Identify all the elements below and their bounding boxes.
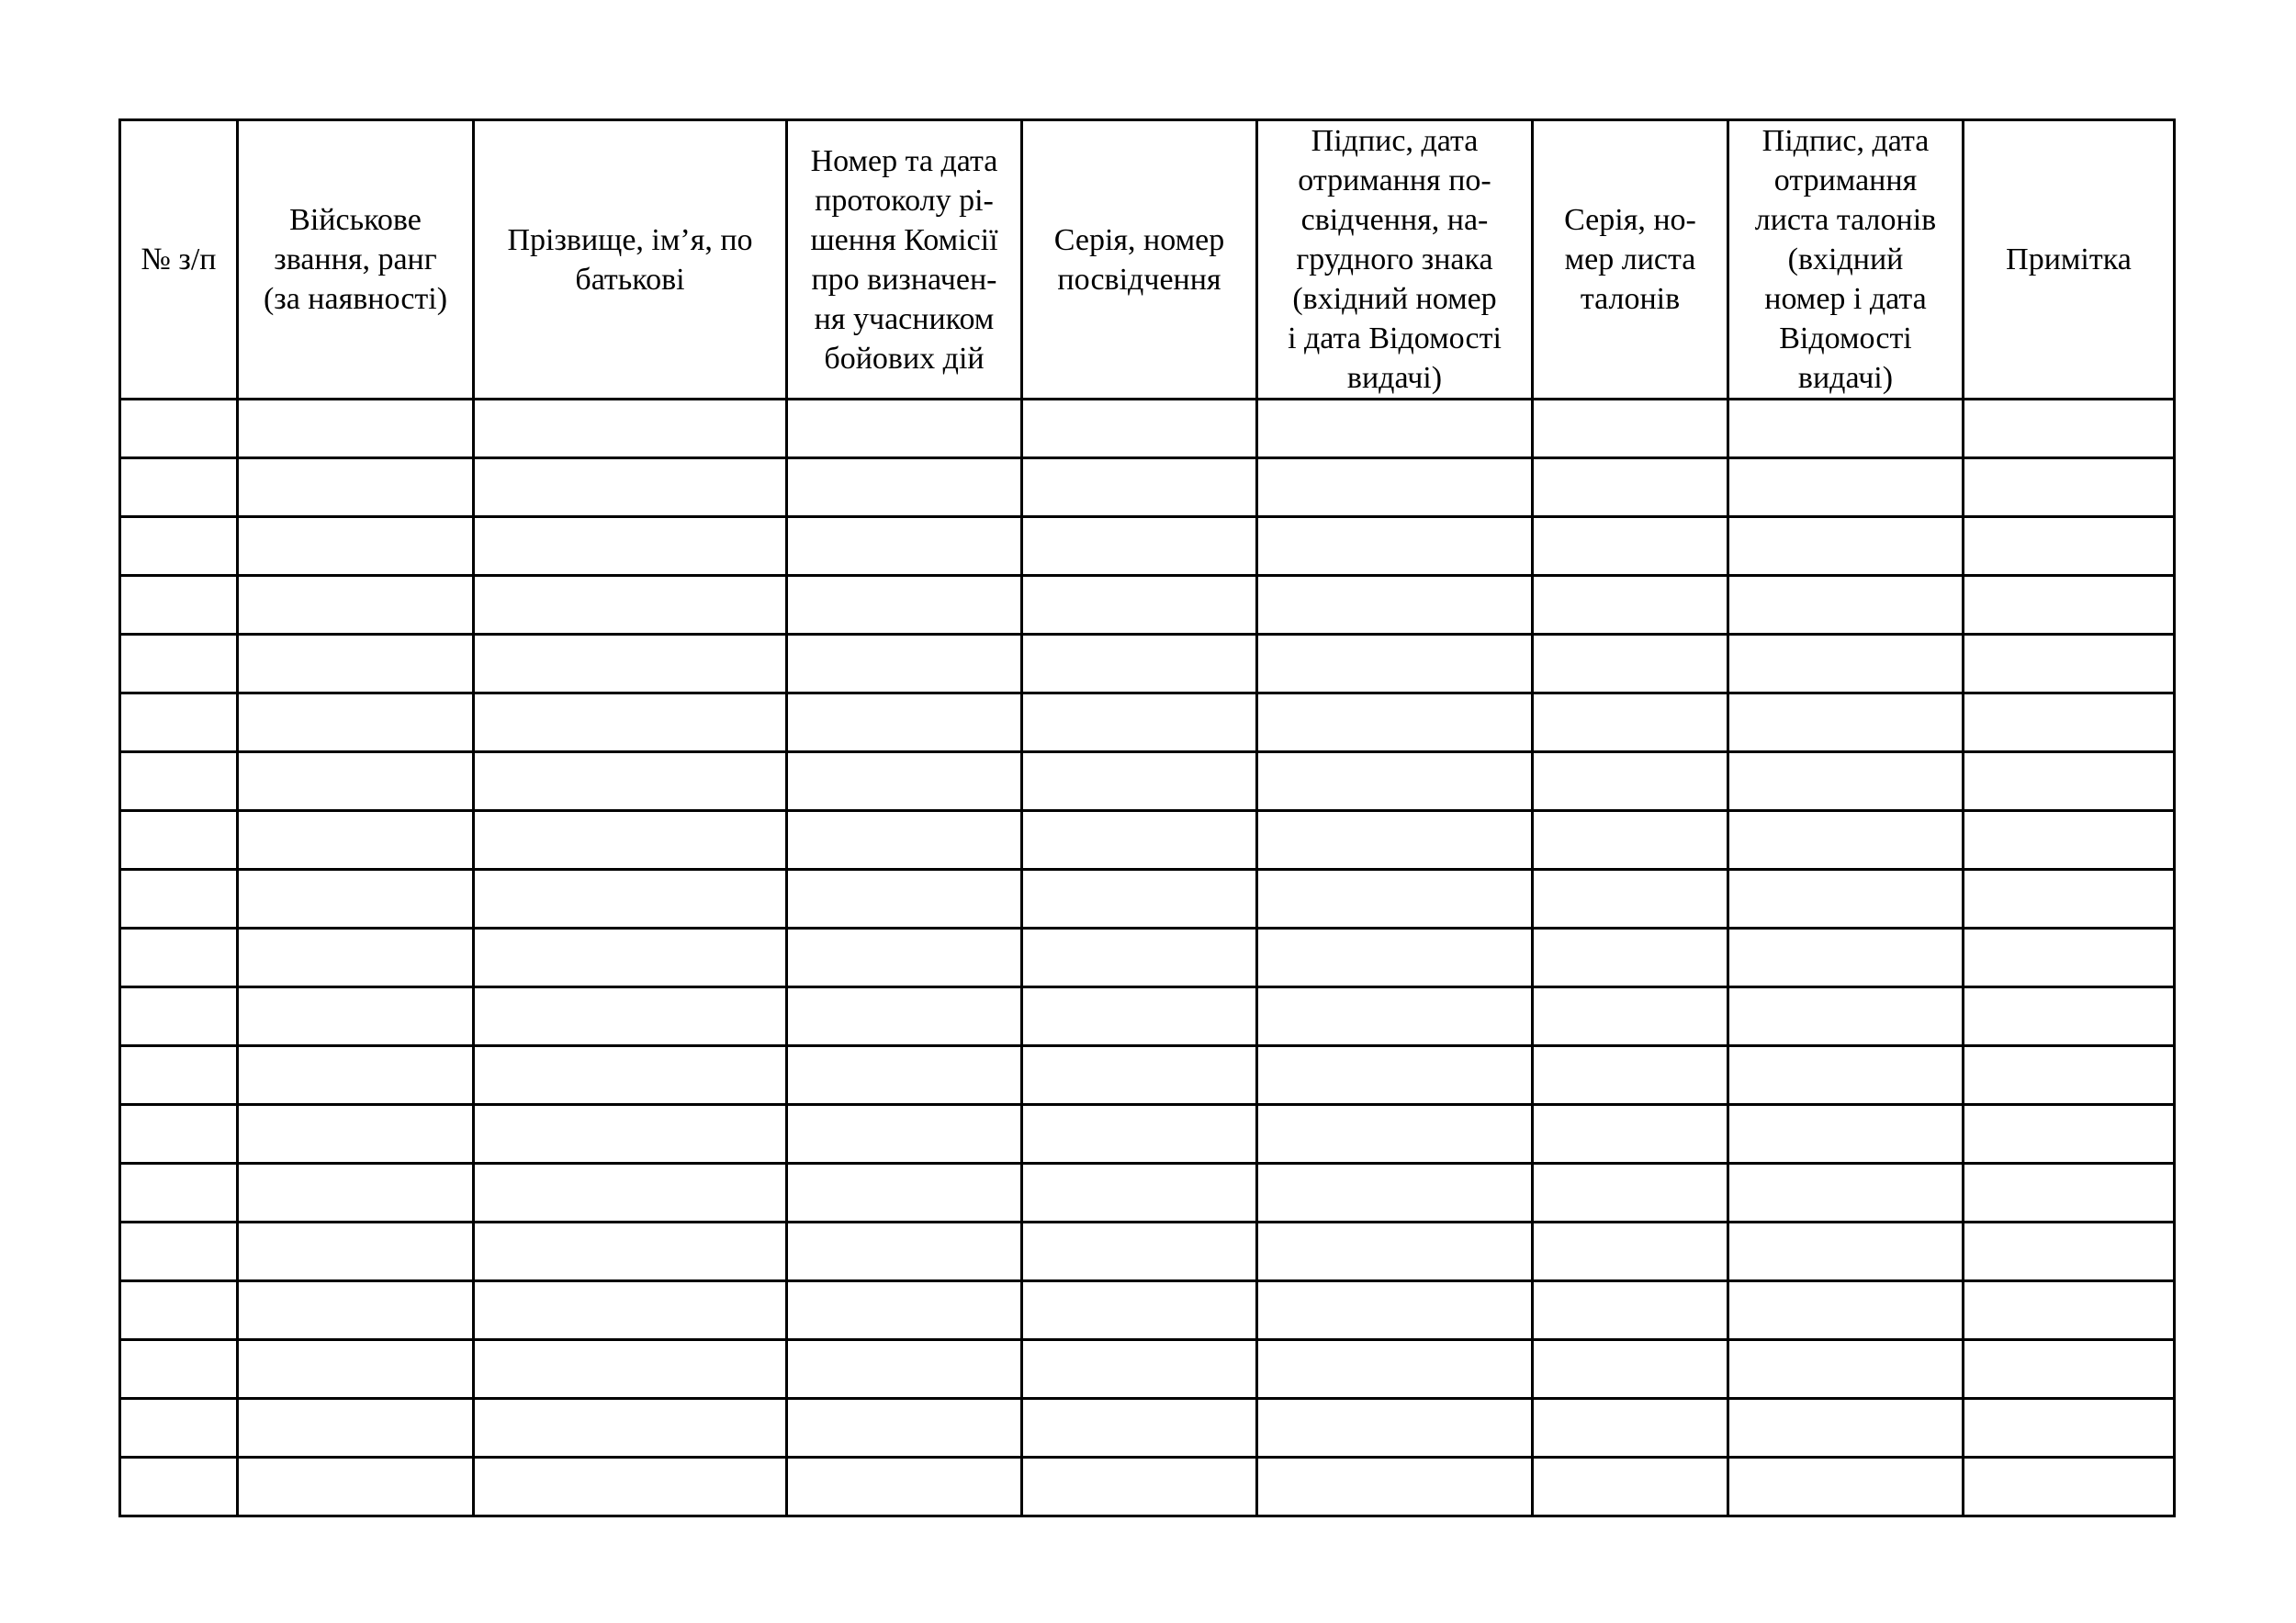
- table-cell: [1257, 458, 1533, 517]
- table-cell: [120, 752, 238, 811]
- table-cell: [1257, 1340, 1533, 1399]
- table-cell: [1533, 458, 1728, 517]
- table-cell: [1257, 1399, 1533, 1458]
- table-row: [120, 1281, 2175, 1340]
- table-row: [120, 1223, 2175, 1281]
- table-cell: [1022, 929, 1257, 987]
- table-cell: [1257, 811, 1533, 870]
- table-cell: [1257, 517, 1533, 576]
- table-cell: [1257, 1223, 1533, 1281]
- table-cell: [787, 635, 1022, 693]
- table-cell: [474, 517, 787, 576]
- table-row: [120, 458, 2175, 517]
- table-cell: [1728, 400, 1964, 458]
- table-cell: [238, 1046, 474, 1105]
- table-cell: [787, 987, 1022, 1046]
- table-cell: [787, 1223, 1022, 1281]
- table-cell: [238, 1281, 474, 1340]
- table-cell: [1022, 517, 1257, 576]
- table-cell: [120, 870, 238, 929]
- table-cell: [1964, 1164, 2175, 1223]
- table-cell: [238, 1458, 474, 1516]
- table-row: [120, 1458, 2175, 1516]
- table-cell: [120, 1105, 238, 1164]
- table-cell: [1964, 1046, 2175, 1105]
- header-military-rank: Військове звання, ранг (за наявності): [238, 120, 474, 400]
- table-cell: [120, 1340, 238, 1399]
- header-coupon-sheet-number: Серія, но- мер листа талонів: [1533, 120, 1728, 400]
- table-cell: [787, 1281, 1022, 1340]
- table-cell: [238, 752, 474, 811]
- table-cell: [1728, 576, 1964, 635]
- table-cell: [1964, 576, 2175, 635]
- table-cell: [120, 1046, 238, 1105]
- table-cell: [1257, 1105, 1533, 1164]
- table-cell: [238, 1340, 474, 1399]
- table-cell: [1257, 870, 1533, 929]
- table-cell: [474, 400, 787, 458]
- table-cell: [1022, 635, 1257, 693]
- header-note: Примітка: [1964, 120, 2175, 400]
- table-cell: [1728, 929, 1964, 987]
- table-cell: [474, 693, 787, 752]
- table-cell: [1533, 1458, 1728, 1516]
- table-cell: [238, 635, 474, 693]
- table-cell: [1964, 811, 2175, 870]
- table-cell: [1728, 1340, 1964, 1399]
- table-cell: [120, 987, 238, 1046]
- table-cell: [474, 811, 787, 870]
- table-cell: [1257, 1046, 1533, 1105]
- table-cell: [474, 870, 787, 929]
- table-cell: [1022, 811, 1257, 870]
- table-cell: [1728, 1399, 1964, 1458]
- table-cell: [1022, 693, 1257, 752]
- table-cell: [120, 693, 238, 752]
- table-cell: [787, 1458, 1022, 1516]
- table-row: [120, 1399, 2175, 1458]
- table-cell: [1964, 635, 2175, 693]
- table-cell: [1728, 693, 1964, 752]
- table-cell: [787, 517, 1022, 576]
- table-cell: [1964, 400, 2175, 458]
- table-cell: [1728, 458, 1964, 517]
- header-commission-protocol: Номер та дата протоколу рі- шення Комісії про визначен- ня учасником бойових дій: [787, 120, 1022, 400]
- table-cell: [1533, 1105, 1728, 1164]
- table-cell: [120, 1223, 238, 1281]
- table-cell: [120, 811, 238, 870]
- table-cell: [474, 1340, 787, 1399]
- table-cell: [1022, 1164, 1257, 1223]
- table-cell: [1533, 1223, 1728, 1281]
- table-cell: [787, 752, 1022, 811]
- table-cell: [1257, 576, 1533, 635]
- table-cell: [238, 400, 474, 458]
- table-cell: [1533, 693, 1728, 752]
- header-full-name: Прізвище, ім’я, по батькові: [474, 120, 787, 400]
- table-body: [120, 400, 2175, 1516]
- table-cell: [1022, 458, 1257, 517]
- table-row: [120, 635, 2175, 693]
- table-cell: [1022, 1223, 1257, 1281]
- table-row: [120, 1164, 2175, 1223]
- table-cell: [474, 458, 787, 517]
- table-cell: [1257, 1458, 1533, 1516]
- table-cell: [474, 1046, 787, 1105]
- table-cell: [1728, 1164, 1964, 1223]
- table-cell: [1533, 1399, 1728, 1458]
- table-cell: [120, 635, 238, 693]
- table-cell: [1964, 1340, 2175, 1399]
- table-cell: [120, 1458, 238, 1516]
- table-row: [120, 1105, 2175, 1164]
- table-cell: [238, 1164, 474, 1223]
- table-cell: [238, 576, 474, 635]
- table-cell: [1964, 1223, 2175, 1281]
- table-cell: [787, 1340, 1022, 1399]
- table-cell: [787, 811, 1022, 870]
- register-table: [118, 118, 2176, 1517]
- table-cell: [787, 1046, 1022, 1105]
- table-cell: [1964, 929, 2175, 987]
- table-cell: [787, 458, 1022, 517]
- table-cell: [787, 1164, 1022, 1223]
- table-cell: [1257, 1164, 1533, 1223]
- header-number: № з/п: [120, 120, 238, 400]
- table-cell: [1964, 752, 2175, 811]
- table-cell: [1533, 576, 1728, 635]
- table-cell: [787, 1105, 1022, 1164]
- table-row: [120, 576, 2175, 635]
- table-cell: [1728, 811, 1964, 870]
- table-cell: [1022, 1046, 1257, 1105]
- table-cell: [1533, 929, 1728, 987]
- table-cell: [1257, 1281, 1533, 1340]
- table-cell: [1533, 1046, 1728, 1105]
- table-cell: [238, 870, 474, 929]
- table-cell: [238, 929, 474, 987]
- table-cell: [787, 400, 1022, 458]
- table-row: [120, 693, 2175, 752]
- table-cell: [1022, 1281, 1257, 1340]
- table-cell: [238, 811, 474, 870]
- table-cell: [1964, 693, 2175, 752]
- table-row: [120, 1046, 2175, 1105]
- table-cell: [1728, 635, 1964, 693]
- table-cell: [120, 400, 238, 458]
- table-cell: [787, 693, 1022, 752]
- table-cell: [120, 458, 238, 517]
- table-cell: [1257, 693, 1533, 752]
- table-cell: [474, 1164, 787, 1223]
- table-cell: [238, 1399, 474, 1458]
- header-certificate-number: Серія, номер посвідчення: [1022, 120, 1257, 400]
- table-cell: [1728, 1046, 1964, 1105]
- table-cell: [787, 1399, 1022, 1458]
- table-cell: [1964, 517, 2175, 576]
- table-row: [120, 870, 2175, 929]
- table-cell: [787, 870, 1022, 929]
- table-row: [120, 400, 2175, 458]
- table-cell: [1257, 752, 1533, 811]
- table-row: [120, 929, 2175, 987]
- table-cell: [1022, 1458, 1257, 1516]
- table-cell: [1533, 987, 1728, 1046]
- table-cell: [238, 517, 474, 576]
- table-cell: [1728, 870, 1964, 929]
- table-cell: [1257, 929, 1533, 987]
- table-cell: [1022, 870, 1257, 929]
- table-cell: [120, 1399, 238, 1458]
- table-cell: [474, 1105, 787, 1164]
- table-cell: [1728, 1105, 1964, 1164]
- table-cell: [238, 1105, 474, 1164]
- table-cell: [1964, 1105, 2175, 1164]
- table-row: [120, 752, 2175, 811]
- table-cell: [474, 929, 787, 987]
- table-cell: [787, 576, 1022, 635]
- table-cell: [1022, 400, 1257, 458]
- table-cell: [474, 635, 787, 693]
- table-cell: [1533, 1340, 1728, 1399]
- table-cell: [1022, 987, 1257, 1046]
- table-cell: [120, 929, 238, 987]
- table-cell: [238, 693, 474, 752]
- table-cell: [1964, 458, 2175, 517]
- table-cell: [474, 987, 787, 1046]
- table-cell: [1533, 752, 1728, 811]
- table-row: [120, 811, 2175, 870]
- table-cell: [120, 1281, 238, 1340]
- table-cell: [474, 1281, 787, 1340]
- table-row: [120, 517, 2175, 576]
- table-cell: [1533, 811, 1728, 870]
- table-cell: [120, 517, 238, 576]
- table-cell: [1964, 870, 2175, 929]
- table-cell: [1728, 987, 1964, 1046]
- header-row: [120, 120, 2175, 400]
- table-cell: [1728, 517, 1964, 576]
- table-cell: [238, 458, 474, 517]
- table-cell: [474, 1399, 787, 1458]
- table-cell: [1533, 635, 1728, 693]
- table-cell: [1533, 870, 1728, 929]
- table-row: [120, 987, 2175, 1046]
- table-cell: [1022, 576, 1257, 635]
- table-cell: [1257, 400, 1533, 458]
- header-certificate-receipt-signature: Підпис, дата отримання по- свідчення, на- грудного знака (вхідний номер і дата Відомості видачі): [1257, 120, 1533, 400]
- table-cell: [1257, 987, 1533, 1046]
- table-cell: [474, 1458, 787, 1516]
- table-cell: [474, 1223, 787, 1281]
- table-cell: [120, 576, 238, 635]
- table-cell: [1728, 1281, 1964, 1340]
- table-cell: [1728, 1223, 1964, 1281]
- table-cell: [1964, 1399, 2175, 1458]
- table-cell: [474, 752, 787, 811]
- table-cell: [238, 1223, 474, 1281]
- table-cell: [787, 929, 1022, 987]
- table-row: [120, 1340, 2175, 1399]
- table-cell: [1022, 1105, 1257, 1164]
- table-cell: [1964, 1281, 2175, 1340]
- table-cell: [238, 987, 474, 1046]
- table-cell: [1728, 752, 1964, 811]
- table-cell: [474, 576, 787, 635]
- table-cell: [1964, 1458, 2175, 1516]
- table-cell: [1533, 400, 1728, 458]
- table-cell: [1022, 1340, 1257, 1399]
- table-cell: [120, 1164, 238, 1223]
- table-cell: [1022, 1399, 1257, 1458]
- table-cell: [1728, 1458, 1964, 1516]
- table-cell: [1022, 752, 1257, 811]
- table-cell: [1257, 635, 1533, 693]
- header-coupon-sheet-receipt-signature: Підпис, дата отримання листа талонів (вхідний номер і дата Відомості видачі): [1728, 120, 1964, 400]
- table-cell: [1964, 987, 2175, 1046]
- table-cell: [1533, 1164, 1728, 1223]
- table-cell: [1533, 517, 1728, 576]
- table-cell: [1533, 1281, 1728, 1340]
